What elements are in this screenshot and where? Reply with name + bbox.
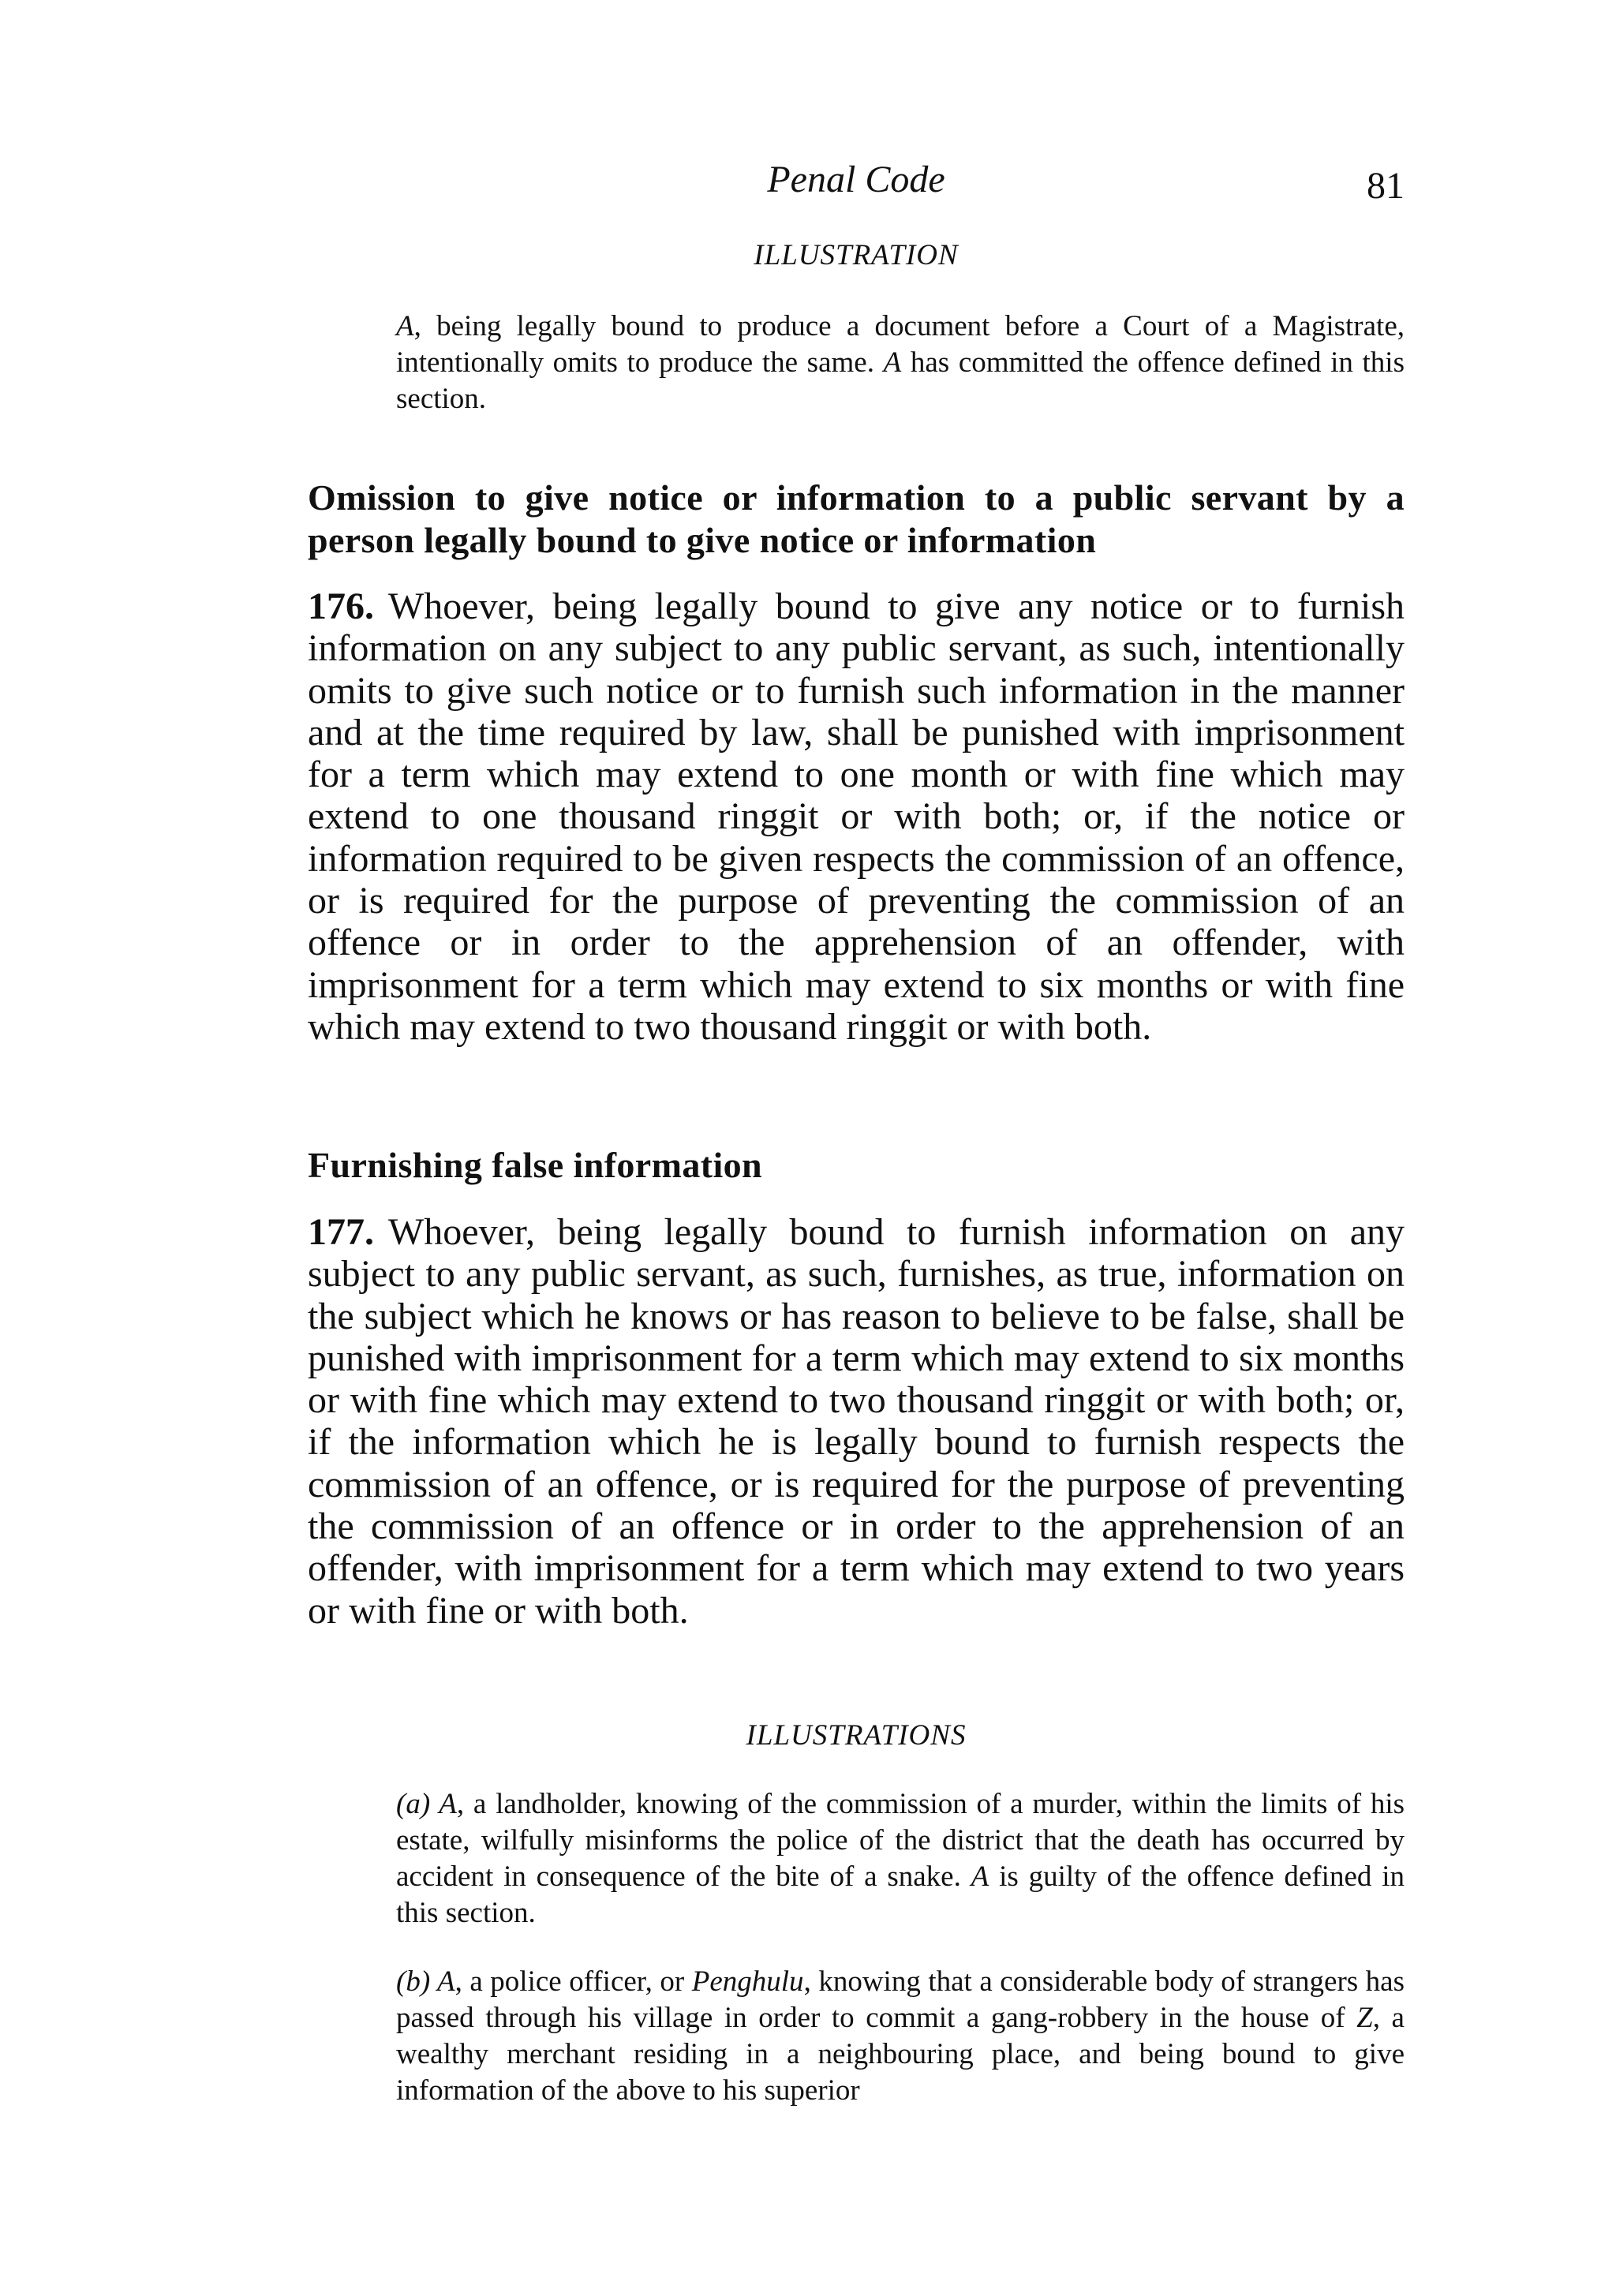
section-177-text: Whoever, being legally bound to furnish information on any subject to any public servant, as such, furnishes, as true, information on the subject which he knows or has reason to believe to be false, shall be punished with imprisonment for a term which may extend to six months or with fine which may extend to two thousand ringgit or with both; or, if the information which he is legally bound to furnish respects the commission of an offence, or is required for the purpose of preventing the commission of an offence or in order to the apprehension of an offender, with imprisonment for a term which may extend to two years or with fine or with both. — [308, 1211, 1405, 1632]
illustrations-heading: ILLUSTRATIONS — [746, 1719, 967, 1752]
text-run: is guilty of the offence defined in this section. — [396, 1860, 1405, 1929]
section-177-number: 177. — [308, 1211, 374, 1253]
illustration-175-text — [396, 309, 1405, 417]
section-176-text: Whoever, being legally bound to give any notice or to furnish information on any subject to any public servant, as such, intentionally omits to give such notice or to furnish such information in the manner and at the time required by law, shall be punished with imprisonment for a term which may extend to one month or with fine which may extend to one thousand ringgit or with both; or, if the notice or information required to be given respects the commission of an offence, or is required for the purpose of preventing the commission of an offence or in order to the apprehension of an offender, with imprisonment for a term which may extend to six months or with fine which may extend to two thousand ringgit or with both. — [308, 585, 1405, 1048]
illustration-a-text — [396, 1786, 1405, 1931]
italic-run: A — [971, 1860, 989, 1893]
running-header — [308, 155, 1405, 210]
illustration-b-text — [396, 1964, 1405, 2109]
text-run: , knowing that a considerable body of strangers has passed through his village in order to commit a gang-robbery in the house of — [396, 1965, 1405, 2034]
italic-run: A — [396, 310, 414, 342]
running-title: Penal Code — [767, 159, 945, 200]
italic-run: (b) A — [396, 1965, 455, 1998]
text-run: , a wealthy merchant residing in a neighbouring place, and being bound to give information of the above to his superior — [396, 2002, 1405, 2107]
illustration-heading: ILLUSTRATION — [754, 239, 959, 271]
italic-run: (a) A — [396, 1788, 457, 1820]
italic-run: A — [883, 346, 902, 379]
text-run: , being legally bound to produce a document before a Court of a Magistrate, intentionally omits to produce the same. — [396, 310, 1405, 379]
section-176-number: 176. — [308, 585, 374, 627]
page-number: 81 — [1367, 165, 1405, 207]
text-run: , a landholder, knowing of the commission of a murder, within the limits of his estate, wilfully misinforms the police of the district that the death has occurred by accident in consequence of the bite of a snake. — [396, 1788, 1405, 1893]
text-run: has committed the offence defined in this section. — [396, 346, 1405, 415]
section-177-body — [308, 1211, 1405, 1632]
italic-run: Penghulu — [691, 1965, 804, 1998]
italic-run: Z — [1356, 2002, 1373, 2034]
text-run: , a police officer, or — [454, 1965, 692, 1998]
section-177-heading: Furnishing false information — [308, 1145, 763, 1185]
section-176-body — [308, 585, 1405, 1048]
section-176-heading: Omission to give notice or information to a public servant by a person legally bound to give notice or information — [308, 477, 1405, 560]
